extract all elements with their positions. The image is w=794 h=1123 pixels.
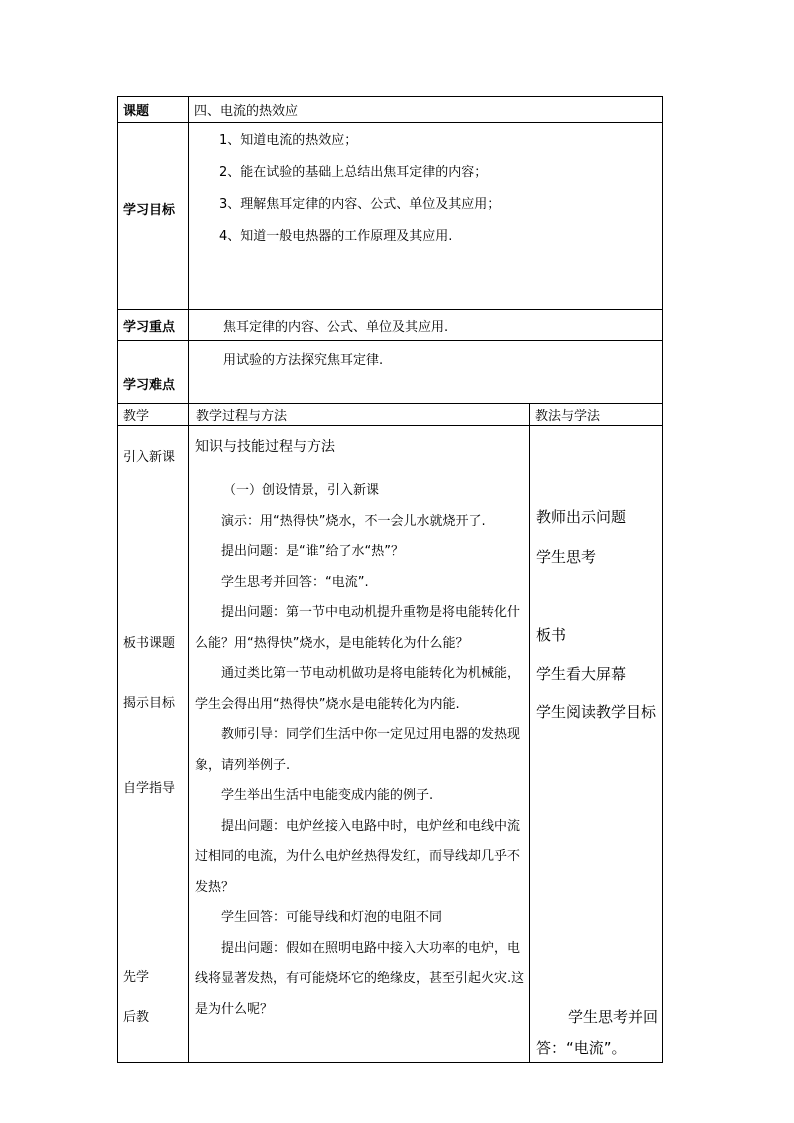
process-column <box>189 426 530 1063</box>
stage-board: 板书课题 <box>123 636 176 651</box>
topic-label: 课题 <box>118 97 189 123</box>
key-points-label: 学习重点 <box>118 310 189 341</box>
goals-label-text: 学习目标 <box>123 202 176 218</box>
stage-intro: 引入新课 <box>123 450 176 465</box>
method-screen: 学生看大屏幕 <box>536 665 627 683</box>
goal-item-3: 3、理解焦耳定律的内容、公式、单位及其应用； <box>219 197 501 212</box>
process-para-1: （一）创设情景，引入新课 <box>223 483 380 498</box>
process-title: 知识与技能过程与方法 <box>195 439 335 455</box>
process-para-5: 提出问题：第一节中电动机提升重物是将电能转化什么能？用“热得快”烧水，是电能转化为什么能？ <box>195 605 521 651</box>
process-para-6: 通过类比第一节电动机做功是将电能转化为机械能，学生会得出用“热得快”烧水是电能转化为内能. <box>195 666 521 712</box>
method-board: 板书 <box>536 626 567 644</box>
goals-list <box>189 123 663 310</box>
method-teacher-question: 教师出示问题 <box>536 508 627 526</box>
topic-row <box>118 97 663 123</box>
stages-column <box>118 426 189 1063</box>
header-process: 教学过程与方法 <box>189 404 530 426</box>
header-method: 教法与学法 <box>530 404 663 426</box>
stage-learn-first: 先学 <box>123 970 150 985</box>
key-points-row <box>118 310 663 341</box>
process-para-7: 教师引导：同学们生活中你一定见过用电器的发热现象，请列举例子. <box>195 727 521 773</box>
stage-teach-after: 后教 <box>123 1010 150 1025</box>
header-stage: 教学 <box>118 404 189 426</box>
method-answer: 学生思考并回答：“电流”。 <box>536 1008 659 1057</box>
process-para-3: 提出问题：是“谁”给了水“热”？ <box>221 544 404 559</box>
header-row <box>118 404 663 426</box>
goal-item-4: 4、知道一般电热器的工作原理及其应用. <box>219 229 453 244</box>
topic-value: 四、电流的热效应 <box>189 97 663 123</box>
difficulty-label: 学习难点 <box>118 341 189 404</box>
stage-goals: 揭示目标 <box>123 696 176 711</box>
process-para-9: 提出问题：电炉丝接入电路中时，电炉丝和电线中流过相同的电流，为什么电炉丝热得发红，而导线却几乎不发热？ <box>195 818 521 895</box>
process-para-8: 学生举出生活中电能变成内能的例子. <box>221 788 434 803</box>
method-column <box>530 426 663 1063</box>
goal-item-2: 2、能在试验的基础上总结出焦耳定律的内容； <box>219 165 488 180</box>
process-para-2: 演示：用“热得快”烧水，不一会儿水就烧开了. <box>221 513 486 529</box>
difficulty-row <box>118 341 663 404</box>
key-points-value: 焦耳定律的内容、公式、单位及其应用. <box>189 310 663 341</box>
goal-item-1: 1、知道电流的热效应； <box>219 133 358 148</box>
goals-row <box>118 123 663 310</box>
lesson-plan-table <box>117 96 663 1063</box>
method-student-think: 学生思考 <box>536 548 597 566</box>
process-para-4: 学生思考并回答：“电流”. <box>221 574 369 590</box>
stage-guide: 自学指导 <box>123 781 176 796</box>
process-para-11: 提出问题：假如在照明电路中接入大功率的电炉，电线将显著发热，有可能烧坏它的绝缘皮，甚至引起火灾.这是为什么呢？ <box>195 940 525 1017</box>
goals-label <box>118 123 189 310</box>
main-row <box>118 426 663 1063</box>
method-read-goals: 学生阅读教学目标 <box>536 703 657 721</box>
difficulty-value: 用试验的方法探究焦耳定律. <box>189 341 663 404</box>
process-para-10: 学生回答：可能导线和灯泡的电阻不同 <box>221 910 443 925</box>
